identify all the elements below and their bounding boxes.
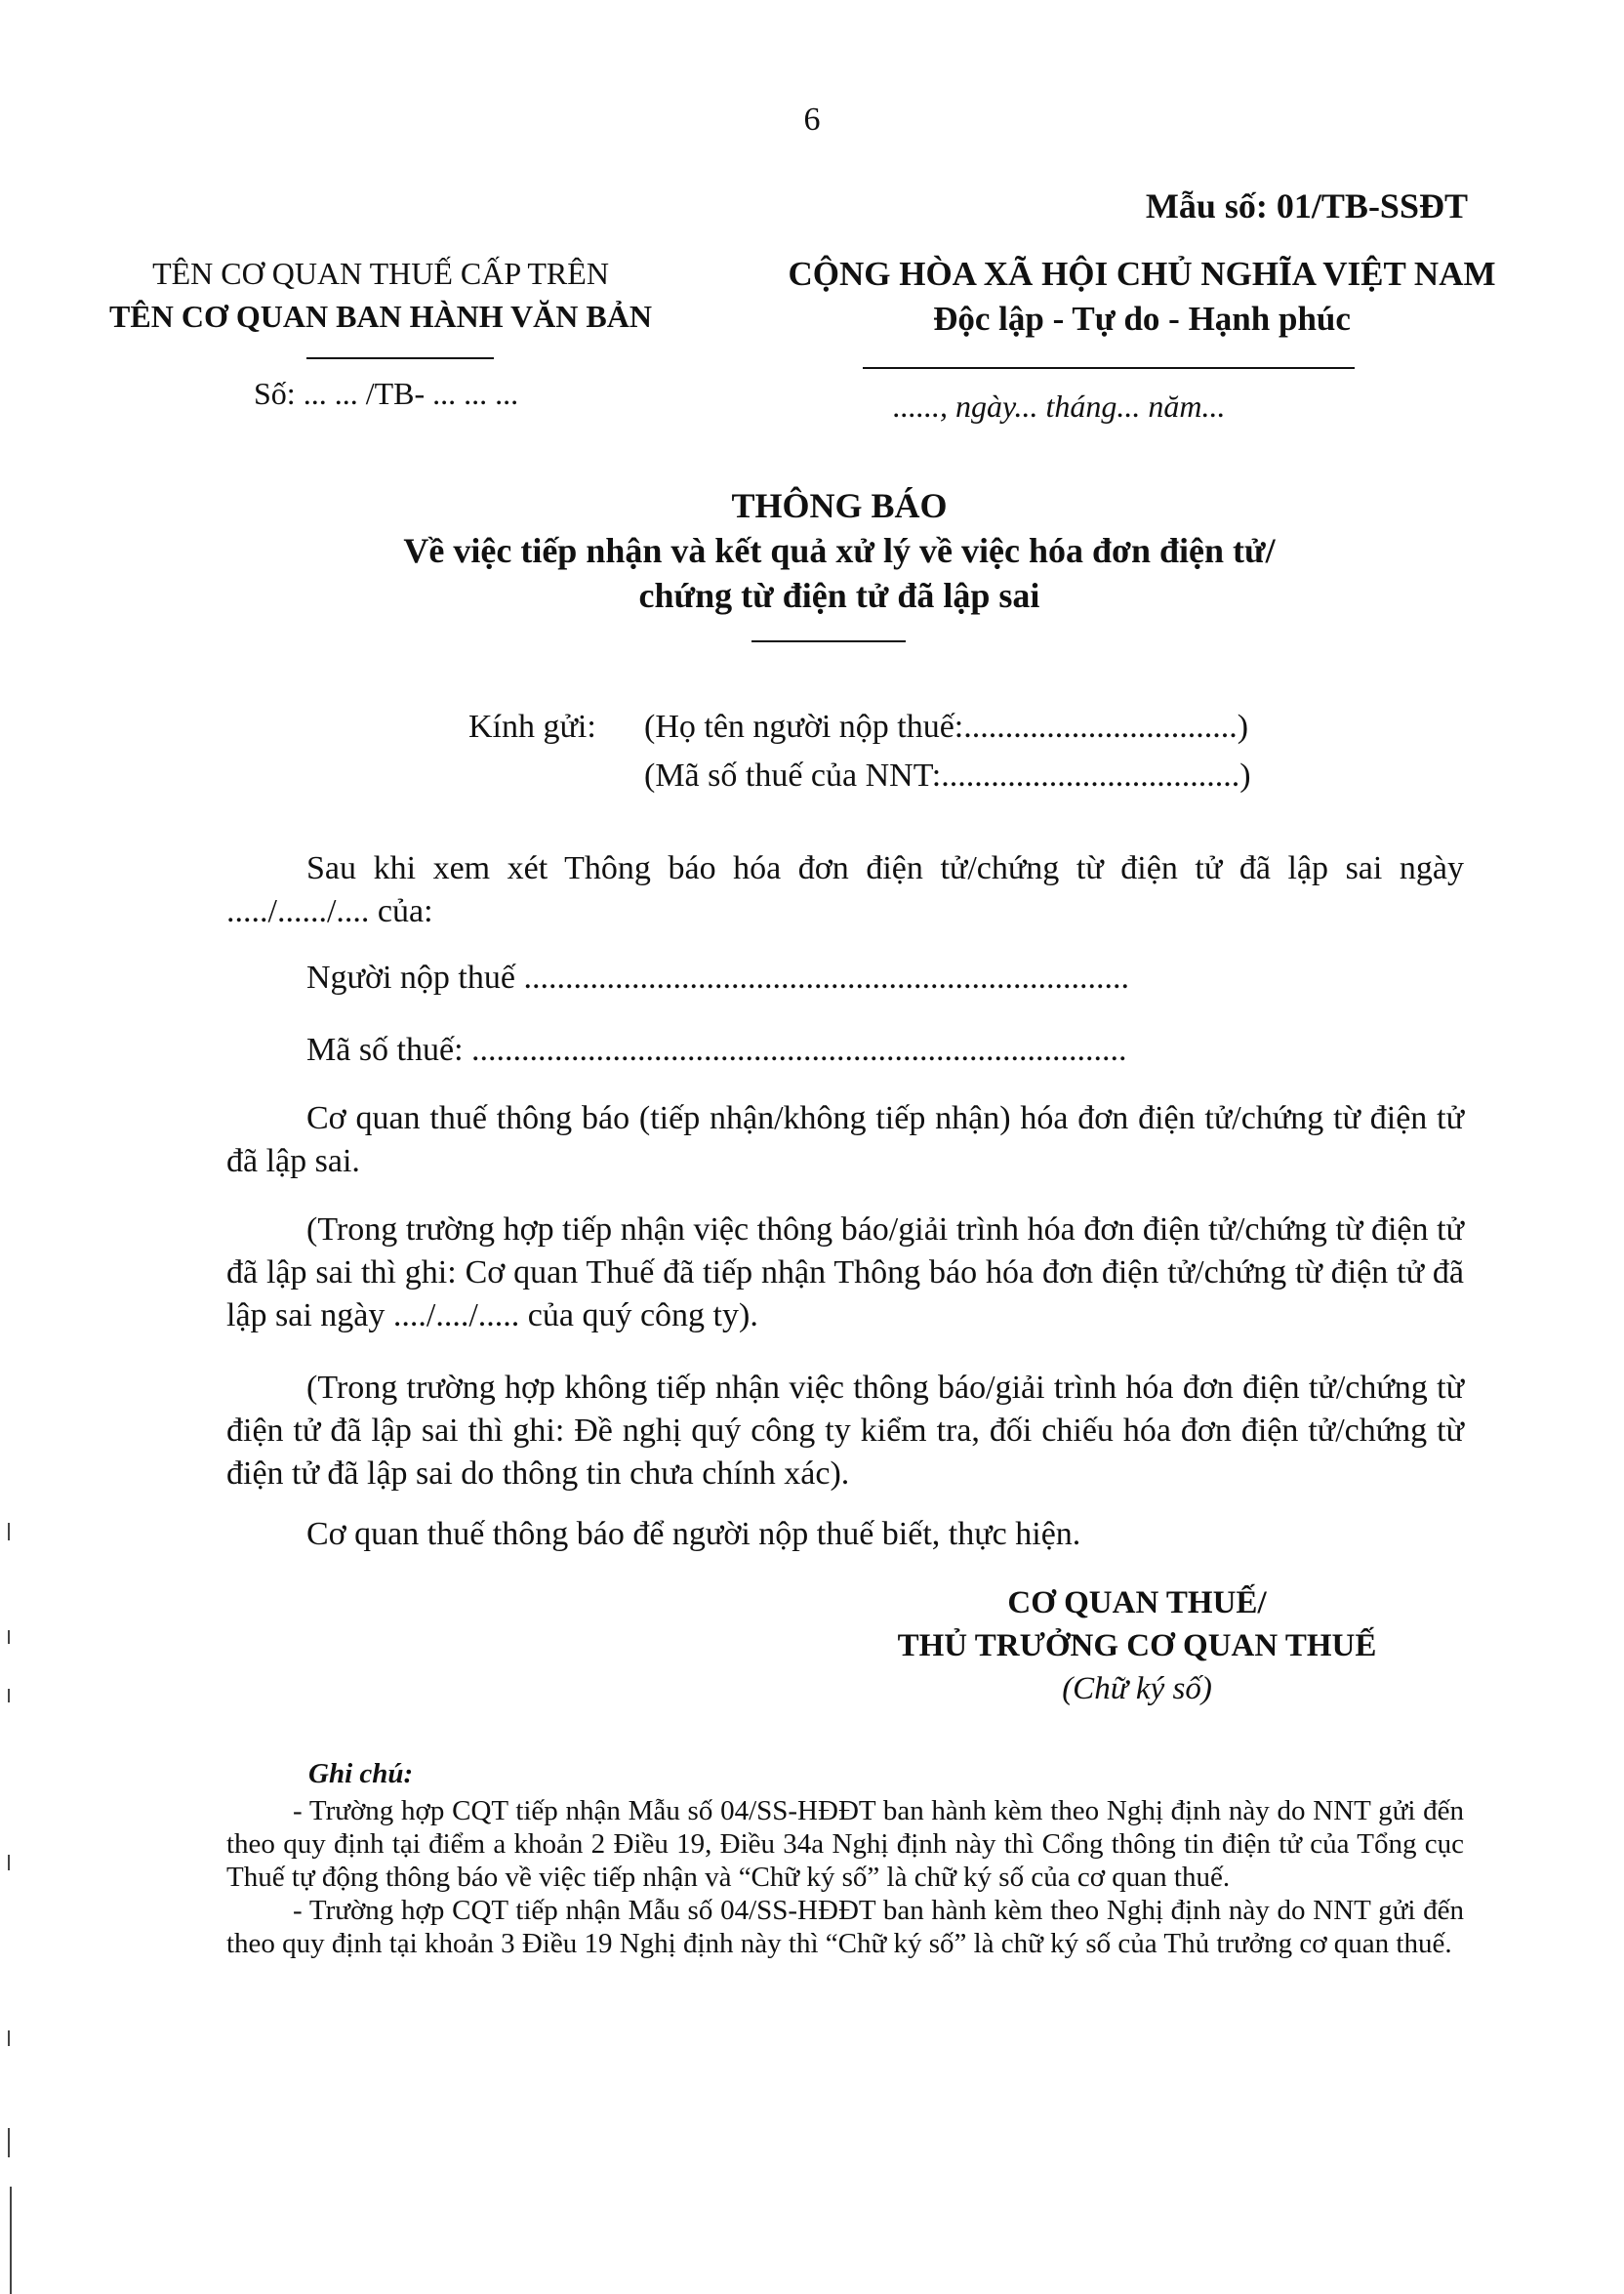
right-header-rule <box>863 367 1355 369</box>
taxpayer-code-field: (Mã số thuế của NNT:....................................) <box>644 758 1251 794</box>
note-item-1: - Trường hợp CQT tiếp nhận Mẫu số 04/SS-HĐĐT ban hành kèm theo Nghị định này do NNT gửi đến theo quy định tại điểm a khoản 2 Điều 19, Điều 34a Nghị định này thì Cổng thông tin điện tử của Tổng cục Thuế tự động thông báo về việc tiếp nhận và “Chữ ký số” là chữ ký số của cơ quan thuế. <box>226 1795 1464 1893</box>
body-paragraph-4 <box>226 1097 1464 1183</box>
closing-paragraph: Cơ quan thuế thông báo để người nộp thuế biết, thực hiện. <box>306 1516 1081 1552</box>
body-paragraph-7 <box>226 1513 1464 1556</box>
issuing-agency-name: TÊN CƠ QUAN BAN HÀNH VĂN BẢN <box>109 299 652 334</box>
accept-case-paragraph: (Trong trường hợp tiếp nhận việc thông báo/giải trình hóa đơn điện tử/chứng từ điện tử đã lập sai thì ghi: Cơ quan Thuế đã tiếp nhận Thông báo hóa đơn điện tử/chứng từ điện tử đã lập sai ngày ..../..../..... của quý công ty). <box>226 1211 1464 1333</box>
form-code: Mẫu số: 01/TB-SSĐT <box>1145 186 1468 225</box>
left-header-rule <box>306 357 494 359</box>
recipient-label: Kính gửi: <box>468 709 596 745</box>
scan-mark <box>8 1630 10 1644</box>
taxpayer-line: Người nộp thuế ......................................................................... <box>306 960 1129 996</box>
taxpayer-name-field: (Họ tên người nộp thuế:.................................) <box>644 709 1249 745</box>
signature-note: (Chữ ký số) <box>1062 1671 1212 1706</box>
document-title <box>195 483 1483 618</box>
national-name: CỘNG HÒA XÃ HỘI CHỦ NGHĨA VIỆT NAM <box>788 255 1496 293</box>
scan-mark <box>8 2030 10 2046</box>
reject-case-paragraph: (Trong trường hợp không tiếp nhận việc thông báo/giải trình hóa đơn điện tử/chứng từ điện tử đã lập sai thì ghi: Đề nghị quý công ty kiểm tra, đối chiếu hóa đơn điện tử/chứng từ điện tử đã lập sai do thông tin chưa chính xác). <box>226 1370 1464 1492</box>
body-taxpayer <box>226 957 1464 1000</box>
scan-mark <box>8 1523 10 1540</box>
notes-section <box>226 1757 1464 1960</box>
body-paragraph-1 <box>226 847 1464 933</box>
date-line: ......, ngày... tháng... năm... <box>893 389 1226 424</box>
body-taxcode <box>226 1029 1464 1072</box>
title-sub-line2: chứng từ điện tử đã lập sai <box>638 576 1040 615</box>
national-motto: Độc lập - Tự do - Hạnh phúc <box>933 300 1351 338</box>
body-paragraph-6 <box>226 1367 1464 1495</box>
document-number: Số: ... ... /TB- ... ... ... <box>254 376 519 411</box>
signer-title: THỦ TRƯỞNG CƠ QUAN THUẾ <box>897 1628 1377 1663</box>
signer-agency: CƠ QUAN THUẾ/ <box>1007 1585 1267 1620</box>
taxcode-line: Mã số thuế: ............................................................................... <box>306 1032 1127 1068</box>
title-main: THÔNG BÁO <box>731 486 948 525</box>
issuing-agency-header <box>59 252 703 338</box>
title-rule <box>751 640 906 642</box>
scan-mark <box>8 2128 10 2157</box>
body-paragraph-5 <box>226 1208 1464 1337</box>
scan-mark <box>10 2187 12 2294</box>
review-paragraph: Sau khi xem xét Thông báo hóa đơn điện tử/chứng từ điện tử đã lập sai ngày ...../....../.... của: <box>226 850 1464 929</box>
scan-mark <box>8 1855 10 1870</box>
signature-block <box>800 1581 1474 1710</box>
recipient-block <box>468 703 1251 800</box>
scan-mark <box>8 1689 10 1702</box>
note-item-2: - Trường hợp CQT tiếp nhận Mẫu số 04/SS-HĐĐT ban hành kèm theo Nghị định này do NNT gửi đến theo quy định tại khoản 3 Điều 19 Nghị định này thì “Chữ ký số” là chữ ký số của Thủ trưởng cơ quan thuế. <box>226 1895 1464 1959</box>
title-sub-line1: Về việc tiếp nhận và kết quả xử lý về việc hóa đơn điện tử/ <box>403 531 1276 570</box>
notes-title: Ghi chú: <box>308 1758 414 1789</box>
superior-agency-name: TÊN CƠ QUAN THUẾ CẤP TRÊN <box>152 256 609 291</box>
national-header <box>722 252 1562 342</box>
notice-paragraph: Cơ quan thuế thông báo (tiếp nhận/không tiếp nhận) hóa đơn điện tử/chứng từ điện tử đã lập sai. <box>226 1100 1464 1179</box>
page-number: 6 <box>803 102 821 138</box>
